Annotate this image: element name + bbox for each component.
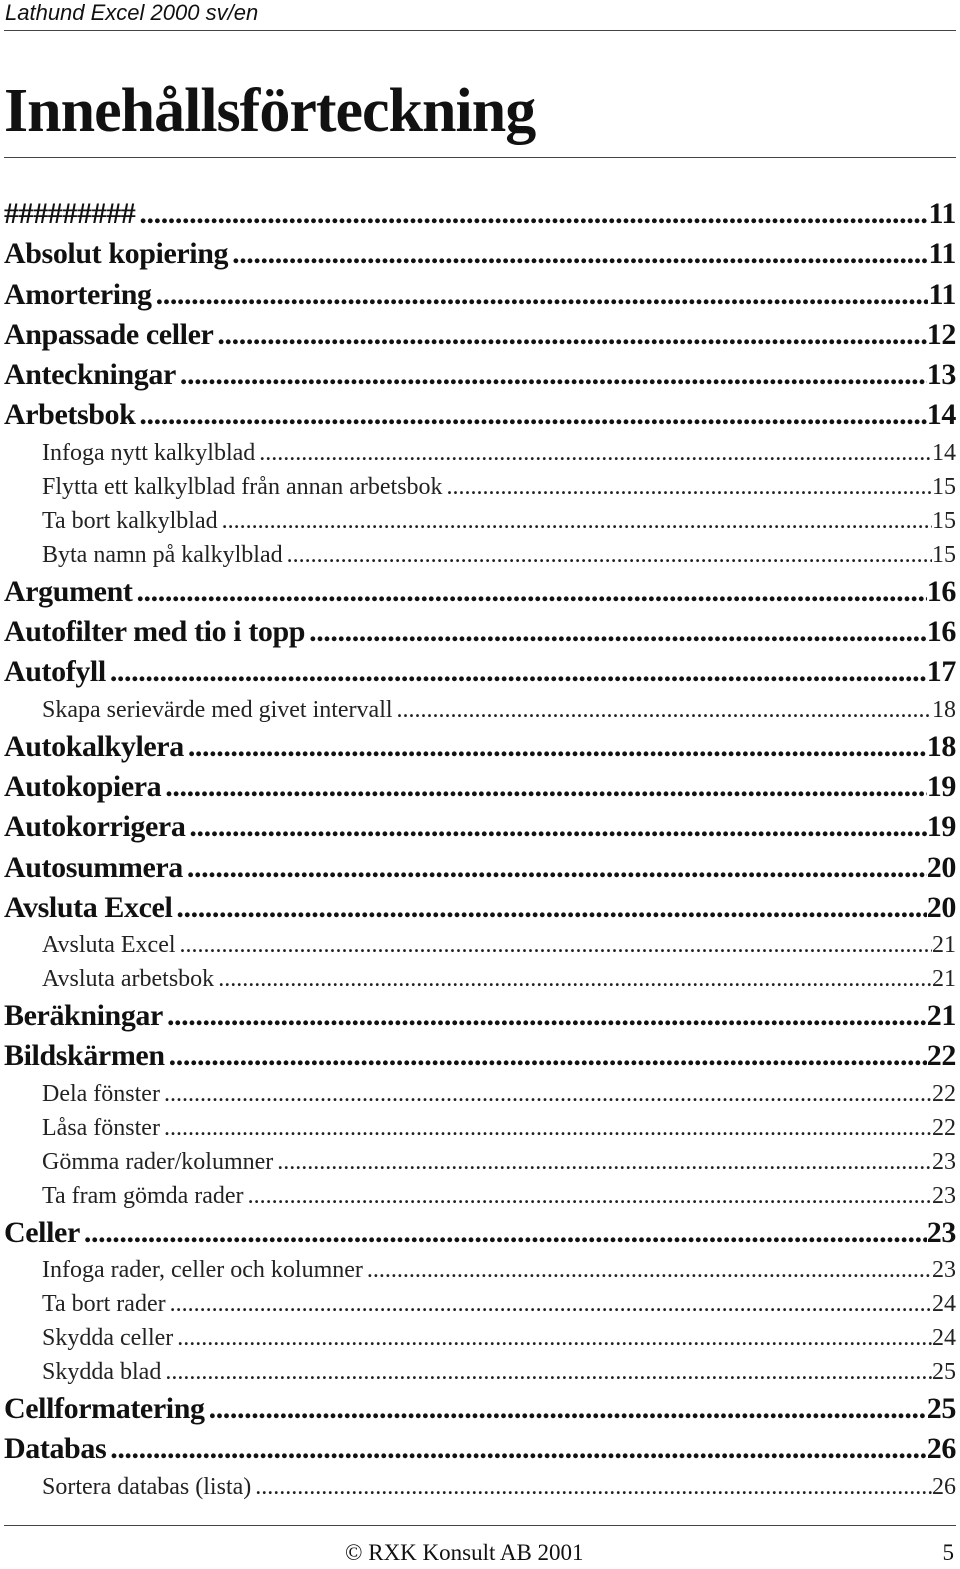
table-of-contents (4, 194, 956, 1504)
toc-entry-page: 21 (932, 966, 956, 993)
dot-leader (165, 1355, 932, 1389)
dot-leader (255, 1470, 932, 1504)
toc-entry-page: 14 (932, 439, 956, 466)
dot-leader (110, 1429, 927, 1469)
toc-subentry (4, 1145, 956, 1179)
toc-entry-label: Arbetsbok (4, 398, 136, 432)
toc-entry-label: Autofilter med tio i topp (4, 615, 306, 649)
toc-entry (4, 275, 956, 315)
toc-entry-label: Gömma rader/kolumner (42, 1148, 274, 1175)
toc-entry (4, 355, 956, 395)
page-number: 5 (942, 1540, 954, 1565)
dot-leader (165, 767, 927, 807)
toc-entry-label: Autosummera (4, 850, 183, 884)
toc-entry (4, 612, 956, 652)
toc-entry-label: Cellformatering (4, 1392, 205, 1426)
toc-subentry (4, 504, 956, 538)
dot-leader (187, 848, 927, 888)
dot-leader (209, 1389, 927, 1429)
toc-entry (4, 1213, 956, 1253)
toc-entry-page: 23 (932, 1182, 956, 1209)
toc-entry-label: Avsluta Excel (4, 890, 173, 924)
dot-leader (164, 1111, 932, 1145)
toc-entry-page: 23 (932, 1257, 956, 1284)
toc-entry (4, 767, 956, 807)
toc-entry-page: 25 (926, 1392, 956, 1426)
toc-entry-label: Flytta ett kalkylblad från annan arbetsbok (42, 473, 443, 500)
toc-entry (4, 194, 956, 234)
toc-entry (4, 1389, 956, 1429)
toc-subentry (4, 436, 956, 470)
toc-entry-label: Autokorrigera (4, 810, 186, 844)
toc-entry-label: Ta bort rader (42, 1291, 166, 1318)
toc-entry-label: Amortering (4, 277, 152, 311)
toc-entry-page: 25 (932, 1359, 956, 1386)
toc-entry-label: Autofyll (4, 655, 106, 689)
toc-entry-page: 15 (932, 541, 956, 568)
toc-entry-page: 19 (926, 810, 956, 844)
toc-entry (4, 727, 956, 767)
toc-entry (4, 572, 956, 612)
toc-entry-label: Bildskärmen (4, 1039, 165, 1073)
toc-entry-page: 15 (932, 473, 956, 500)
dot-leader (188, 727, 927, 767)
toc-entry-page: 11 (928, 237, 956, 271)
toc-entry-page: 26 (932, 1473, 956, 1500)
toc-entry (4, 652, 956, 692)
dot-leader (367, 1253, 932, 1287)
dot-leader (217, 315, 926, 355)
dot-leader (447, 470, 932, 504)
toc-subentry (4, 693, 956, 727)
toc-subentry (4, 1321, 956, 1355)
footer-rule (4, 1525, 956, 1526)
toc-entry-label: Ta bort kalkylblad (42, 507, 218, 534)
toc-entry-label: Autokopiera (4, 769, 162, 803)
toc-entry-page: 11 (928, 277, 956, 311)
dot-leader (309, 612, 927, 652)
dot-leader (259, 436, 932, 470)
toc-entry-page: 16 (926, 574, 956, 608)
toc-entry-label: Absolut kopiering (4, 237, 229, 271)
toc-subentry (4, 1470, 956, 1504)
toc-entry-label: Avsluta arbetsbok (42, 966, 215, 993)
toc-entry (4, 1429, 956, 1469)
toc-entry-page: 17 (926, 655, 956, 689)
dot-leader (397, 693, 932, 727)
dot-leader (287, 538, 932, 572)
toc-entry-page: 22 (926, 1039, 956, 1073)
toc-entry (4, 315, 956, 355)
toc-entry-label: Skydda blad (42, 1359, 162, 1386)
toc-entry-page: 23 (926, 1215, 956, 1249)
toc-entry (4, 1036, 956, 1076)
copyright-text: © RXK Konsult AB 2001 (345, 1540, 584, 1565)
toc-subentry (4, 1355, 956, 1389)
toc-entry-label: Celler (4, 1215, 80, 1249)
dot-leader (180, 355, 927, 395)
toc-entry-page: 21 (932, 932, 956, 959)
toc-entry (4, 395, 956, 435)
toc-entry-page: 20 (926, 850, 956, 884)
toc-entry-page: 14 (926, 398, 956, 432)
dot-leader (164, 1077, 932, 1111)
toc-entry-label: Infoga rader, celler och kolumner (42, 1257, 363, 1284)
toc-entry-label: Anteckningar (4, 358, 176, 392)
toc-entry-label: ######### (4, 197, 136, 230)
toc-entry-page: 26 (926, 1432, 956, 1466)
toc-entry-label: Låsa fönster (42, 1114, 160, 1141)
dot-leader (176, 888, 926, 928)
toc-entry-label: Argument (4, 574, 133, 608)
toc-subentry (4, 1287, 956, 1321)
toc-subentry (4, 1253, 956, 1287)
toc-entry-label: Avsluta Excel (42, 932, 176, 959)
toc-subentry (4, 1111, 956, 1145)
toc-entry-page: 20 (926, 890, 956, 924)
running-header: Lathund Excel 2000 sv/en (5, 0, 259, 25)
toc-entry-page: 11 (928, 197, 956, 230)
dot-leader (222, 504, 932, 538)
dot-leader (84, 1213, 927, 1253)
page-title: Innehållsförteckning (4, 77, 536, 145)
toc-entry-label: Byta namn på kalkylblad (42, 541, 283, 568)
toc-entry-page: 15 (932, 507, 956, 534)
dot-leader (156, 275, 929, 315)
toc-entry-page: 24 (932, 1291, 956, 1318)
toc-subentry (4, 962, 956, 996)
toc-entry-label: Infoga nytt kalkylblad (42, 439, 256, 466)
toc-entry-page: 21 (926, 999, 956, 1033)
toc-entry-page: 23 (932, 1148, 956, 1175)
toc-entry (4, 807, 956, 847)
toc-entry-label: Beräkningar (4, 999, 163, 1033)
toc-entry-label: Databas (4, 1432, 107, 1466)
dot-leader (170, 1287, 932, 1321)
toc-entry-page: 13 (926, 358, 956, 392)
dot-leader (110, 652, 927, 692)
toc-subentry (4, 470, 956, 504)
toc-subentry (4, 1077, 956, 1111)
dot-leader (277, 1145, 932, 1179)
toc-subentry (4, 538, 956, 572)
toc-entry-page: 16 (926, 615, 956, 649)
toc-entry-page: 12 (926, 317, 956, 351)
toc-entry-page: 22 (932, 1114, 956, 1141)
toc-entry-page: 18 (926, 729, 956, 763)
toc-entry-label: Dela fönster (42, 1080, 160, 1107)
title-rule (4, 157, 956, 158)
dot-leader (248, 1179, 932, 1213)
toc-entry-page: 18 (932, 696, 956, 723)
toc-entry-label: Anpassade celler (4, 317, 214, 351)
toc-entry-label: Ta fram gömda rader (42, 1182, 244, 1209)
toc-entry (4, 234, 956, 274)
dot-leader (180, 928, 932, 962)
dot-leader (189, 807, 926, 847)
dot-leader (232, 234, 928, 274)
toc-entry-label: Autokalkylera (4, 729, 184, 763)
dot-leader (139, 194, 928, 234)
toc-subentry (4, 1179, 956, 1213)
toc-entry-page: 24 (932, 1325, 956, 1352)
dot-leader (169, 1036, 927, 1076)
toc-subentry (4, 928, 956, 962)
header-rule (4, 30, 956, 31)
toc-entry-page: 19 (926, 769, 956, 803)
dot-leader (218, 962, 932, 996)
toc-entry (4, 888, 956, 928)
dot-leader (167, 996, 927, 1036)
dot-leader (139, 395, 926, 435)
toc-entry-page: 22 (932, 1080, 956, 1107)
dot-leader (177, 1321, 932, 1355)
dot-leader (136, 572, 926, 612)
toc-entry-label: Skapa serievärde med givet intervall (42, 696, 393, 723)
toc-entry (4, 848, 956, 888)
toc-entry (4, 996, 956, 1036)
toc-entry-label: Sortera databas (lista) (42, 1473, 252, 1500)
toc-entry-label: Skydda celler (42, 1325, 174, 1352)
